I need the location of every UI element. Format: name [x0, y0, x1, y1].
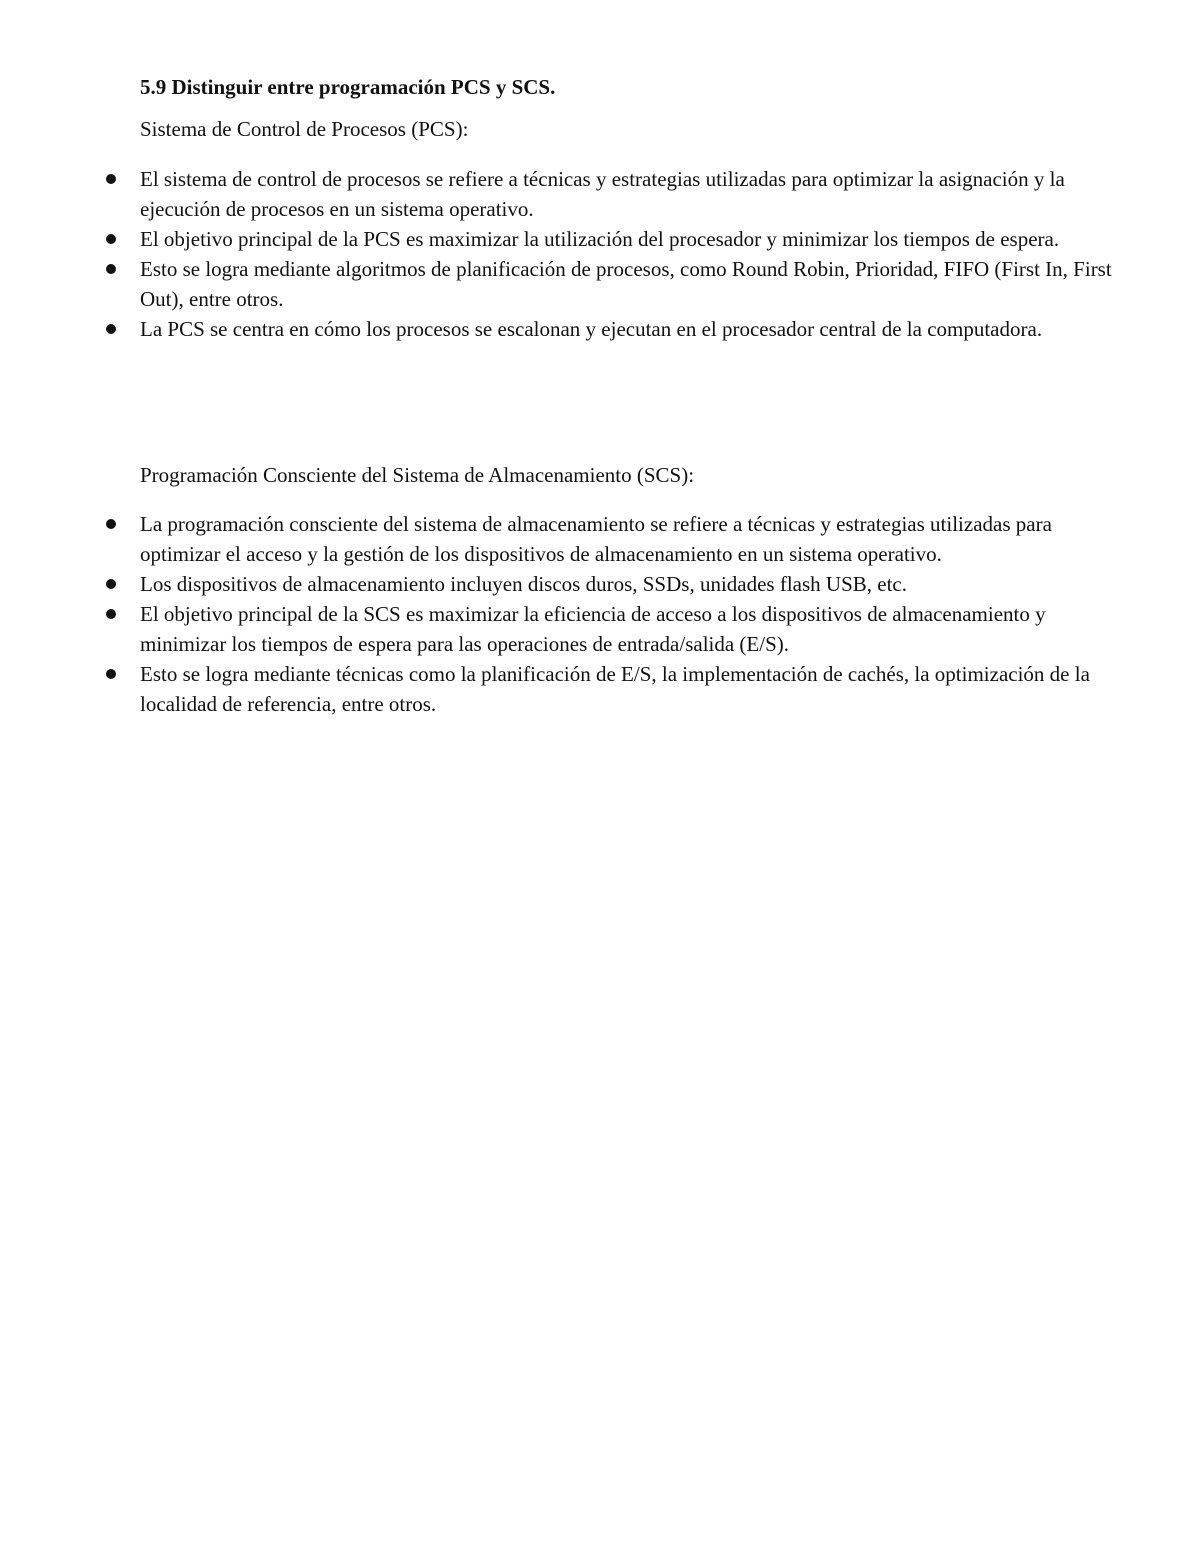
list-item [0, 314, 1130, 344]
bullet-icon [106, 669, 116, 679]
bullet-icon [106, 519, 116, 529]
bullet-icon [106, 324, 116, 334]
bullet-icon [106, 234, 116, 244]
list-item-text: La programación consciente del sistema de almacenamiento se refiere a técnicas y estrategias utilizadas para optimizar el acceso y la gestión de los dispositivos de almacenamiento en un sistema operativo. [140, 512, 1052, 566]
list-item-text: El objetivo principal de la PCS es maximizar la utilización del procesador y minimizar los tiempos de espera. [140, 227, 1060, 251]
list-item [0, 599, 1130, 659]
list-item [0, 659, 1130, 719]
section-title-pcs: Sistema de Control de Procesos (PCS): [140, 117, 469, 141]
bullet-icon [106, 264, 116, 274]
section-title-scs: Programación Consciente del Sistema de Almacenamiento (SCS): [140, 463, 695, 487]
list-item [0, 569, 1130, 599]
list-item-text: El objetivo principal de la SCS es maximizar la eficiencia de acceso a los dispositivos de almacenamiento y minimizar los tiempos de espera para las operaciones de entrada/salida (E/S). [140, 602, 1046, 656]
list-item-text: Esto se logra mediante algoritmos de planificación de procesos, como Round Robin, Prioridad, FIFO (First In, First Out), entre otros. [140, 257, 1112, 311]
bullet-list-pcs [0, 164, 1130, 344]
list-item-text: El sistema de control de procesos se refiere a técnicas y estrategias utilizadas para optimizar la asignación y la ejecución de procesos en un sistema operativo. [140, 167, 1065, 221]
bullet-list-scs [0, 509, 1130, 719]
list-item-text: Los dispositivos de almacenamiento incluyen discos duros, SSDs, unidades flash USB, etc. [140, 572, 907, 596]
list-item-text: La PCS se centra en cómo los procesos se escalonan y ejecutan en el procesador central de la computadora. [140, 317, 1043, 341]
list-item [0, 164, 1130, 224]
bullet-icon [106, 174, 116, 184]
list-item [0, 509, 1130, 569]
bullet-icon [106, 609, 116, 619]
document-heading: 5.9 Distinguir entre programación PCS y SCS. [140, 75, 556, 99]
list-item [0, 254, 1130, 314]
list-item-text: Esto se logra mediante técnicas como la planificación de E/S, la implementación de cachés, la optimización de la localidad de referencia, entre otros. [140, 662, 1090, 716]
list-item [0, 224, 1130, 254]
bullet-icon [106, 579, 116, 589]
